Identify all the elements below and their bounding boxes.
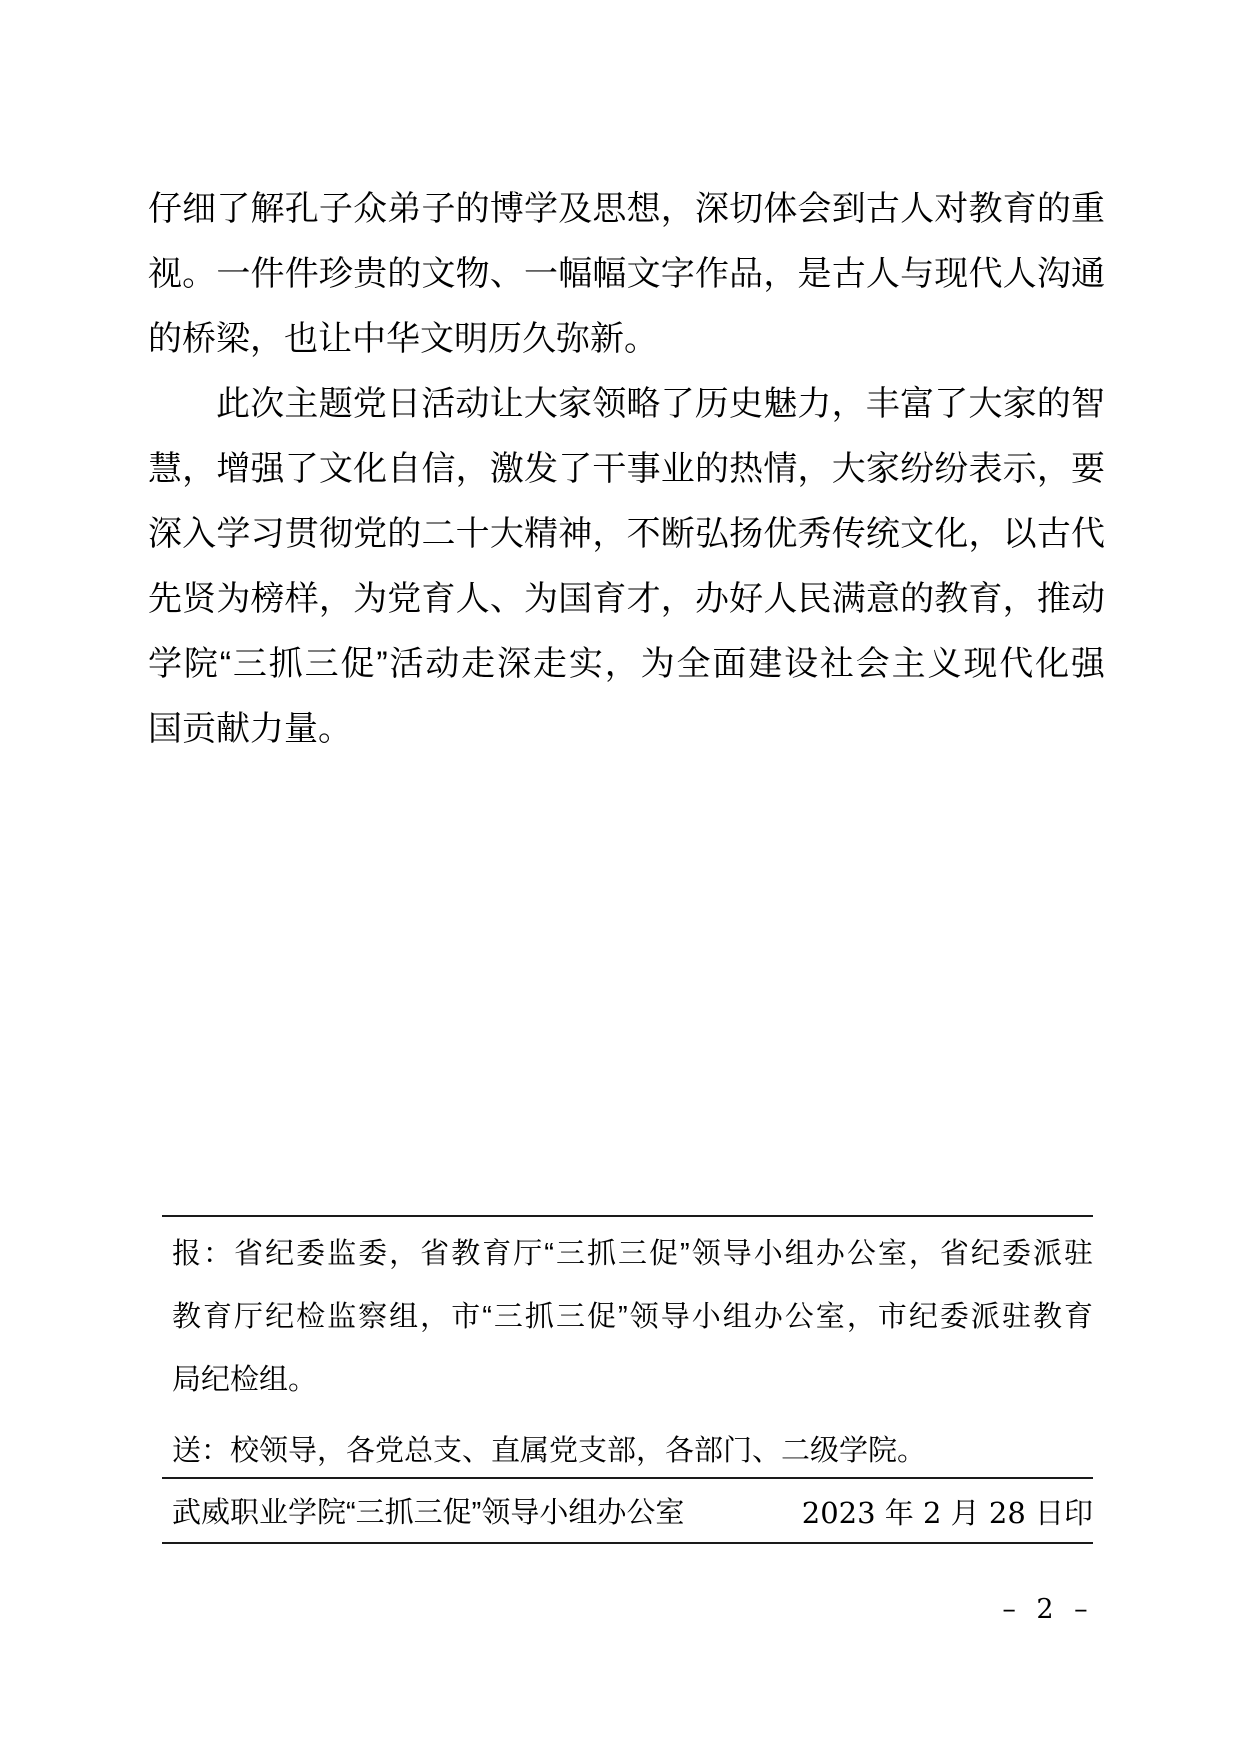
text-line: 慧，增强了文化自信，激发了干事业的热情，大家纷纷表示，要 [148,450,1105,488]
text-line: 此次主题党日活动让大家领略了历史魅力，丰富了大家的智 [216,385,1105,423]
document-body [148,177,1105,762]
report-line: 教育厅纪检监察组，市“三抓三促”领导小组办公室，市纪委派驻教育 [172,1301,1093,1333]
text-line: 深入学习贯彻党的二十大精神，不断弘扬优秀传统文化，以古代 [148,515,1105,553]
text-line: 学院“三抓三促”活动走深走实，为全面建设社会主义现代化强 [148,645,1105,683]
issuer-bottom-divider [162,1542,1093,1544]
send-line: 送：校领导，各党总支、直属党支部，各部门、二级学院。 [172,1435,927,1467]
issuer-row [172,1487,1093,1539]
paragraph [148,372,1105,762]
issuer-top-divider [162,1477,1093,1479]
footer-top-divider [162,1215,1093,1217]
report-line: 局纪检组。 [172,1364,318,1396]
paragraph [148,177,1105,372]
text-line: 先贤为榜样，为党育人、为国育才，办好人民满意的教育，推动 [148,580,1105,618]
print-date: 2023 年 2 月 28 日印 [801,1496,1093,1530]
issuer-name: 武威职业学院“三抓三促”领导小组办公室 [172,1497,685,1529]
text-line: 仔细了解孔子众弟子的博学及思想，深切体会到古人对教育的重 [148,190,1105,228]
report-line: 报：省纪委监委，省教育厅“三抓三促”领导小组办公室，省纪委派驻 [172,1238,1093,1270]
text-line: 的桥梁，也让中华文明历久弥新。 [148,320,658,358]
page-number: – 2 – [1002,1594,1094,1625]
text-line: 国贡献力量。 [148,710,352,748]
text-line: 视。一件件珍贵的文物、一幅幅文字作品，是古人与现代人沟通 [148,255,1105,293]
report-block [172,1223,1093,1412]
